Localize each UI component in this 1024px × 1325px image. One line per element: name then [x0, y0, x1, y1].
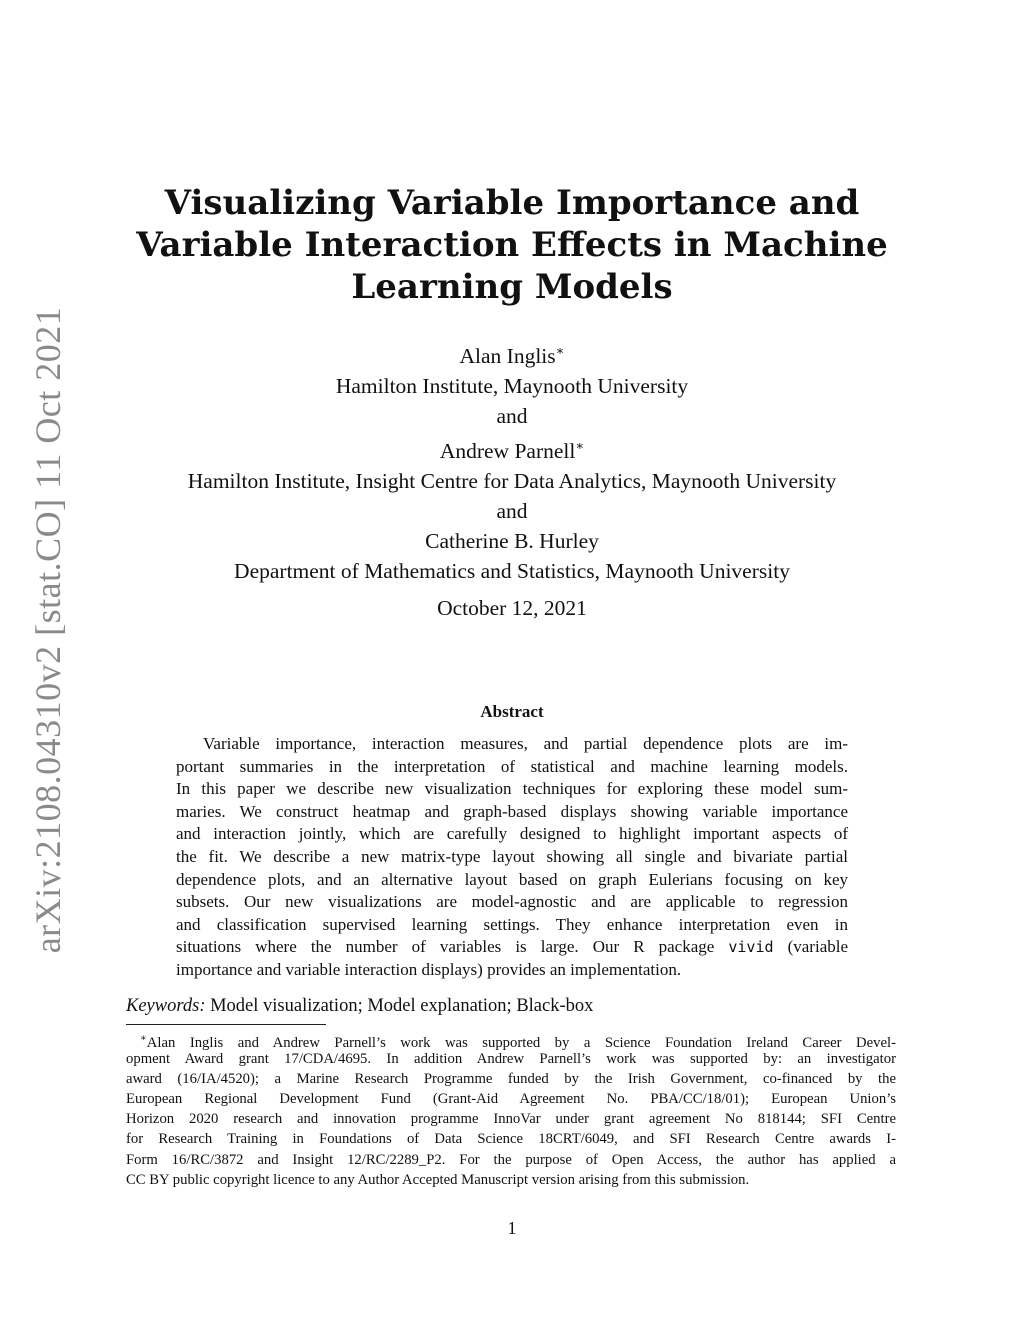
abstract-line: and interaction jointly, which are carefully designed to highlight important aspects of	[176, 824, 848, 844]
author-name: Catherine B. Hurley	[425, 529, 599, 554]
footnote-mark: ∗	[140, 1033, 147, 1044]
abstract-line: subsets. Our new visualizations are model-agnostic and are applicable to regression	[176, 892, 848, 912]
footnote-line: opment Award grant 17/CDA/4695. In addition Andrew Parnell’s work was supported by: an investigator	[126, 1051, 896, 1068]
footnote-line: CC BY public copyright licence to any Author Accepted Manuscript version arising from this submission.	[126, 1171, 750, 1188]
abstract-line: and classification supervised learning settings. They enhance interpretation even in	[176, 914, 848, 934]
abstract-line: the fit. We describe a new matrix-type layout showing all single and bivariate partial	[176, 846, 848, 866]
title-line: Variable Interaction Effects in Machine	[136, 225, 888, 265]
footnote-line: award (16/IA/4520); a Marine Research Programme funded by the Irish Government, co-financed by the	[126, 1071, 896, 1088]
author-separator: and	[496, 499, 528, 524]
arxiv-identifier: arXiv:2108.04310v2 [stat.CO] 11 Oct 2021	[28, 306, 68, 954]
footnote-mark: ∗	[575, 438, 585, 454]
abstract-heading: Abstract	[480, 702, 544, 721]
footnote-line: ∗Alan Inglis and Andrew Parnell’s work was supported by a Science Foundation Ireland Career Devel-	[140, 1033, 896, 1051]
author-affiliation: Hamilton Institute, Maynooth University	[335, 374, 689, 399]
footnote	[126, 1029, 896, 1190]
abstract-text	[176, 733, 848, 982]
abstract-line: maries. We construct heatmap and graph-based displays showing variable importance	[176, 801, 848, 821]
author-affiliation: Hamilton Institute, Insight Centre for Data Analytics, Maynooth University	[187, 469, 837, 494]
package-name: vivid	[728, 938, 774, 957]
abstract-line: In this paper we describe new visualization techniques for exploring these model sum-	[176, 779, 848, 799]
paper-title	[0, 182, 1024, 308]
author-name: Alan Inglis∗	[459, 343, 565, 369]
abstract-line: dependence plots, and an alternative layout based on graph Eulerians focusing on key	[176, 869, 848, 889]
keywords-label: Keywords:	[126, 996, 206, 1016]
abstract-line: situations where the number of variables is large. Our R package vivid (variable	[176, 937, 849, 957]
abstract-line: portant summaries in the interpretation of statistical and machine learning models.	[176, 756, 848, 776]
footnote-line: European Regional Development Fund (Grant-Aid Agreement No. PBA/CC/18/01); European Union’s	[126, 1091, 896, 1108]
footnote-mark: ∗	[555, 343, 565, 358]
footnote-line: Form 16/RC/3872 and Insight 12/RC/2289_P2. For the purpose of Open Access, the author has applied a	[126, 1151, 896, 1168]
title-line: Learning Models	[351, 267, 673, 307]
paper-date: October 12, 2021	[437, 596, 587, 620]
author-separator: and	[496, 404, 528, 429]
author-name: Andrew Parnell∗	[439, 438, 585, 464]
footnote-line: Horizon 2020 research and innovation programme InnoVar under grant agreement No 818144; SFI Centre	[126, 1111, 896, 1128]
footnote-line: for Research Training in Foundations of Data Science 18CRT/6049, and SFI Research Centre awards I-	[126, 1131, 896, 1148]
keywords	[126, 996, 593, 1017]
footnote-rule	[126, 1024, 326, 1025]
title-line: Visualizing Variable Importance and	[164, 183, 860, 223]
abstract-line: Variable importance, interaction measures, and partial dependence plots are im-	[203, 734, 848, 753]
author-affiliation: Department of Mathematics and Statistics, Maynooth University	[234, 559, 790, 584]
abstract-line: importance and variable interaction displays) provides an implementation.	[176, 959, 682, 979]
author-block	[0, 336, 1024, 586]
page-number: 1	[507, 1218, 517, 1238]
keywords-list: Model visualization; Model explanation; Black-box	[205, 996, 594, 1016]
